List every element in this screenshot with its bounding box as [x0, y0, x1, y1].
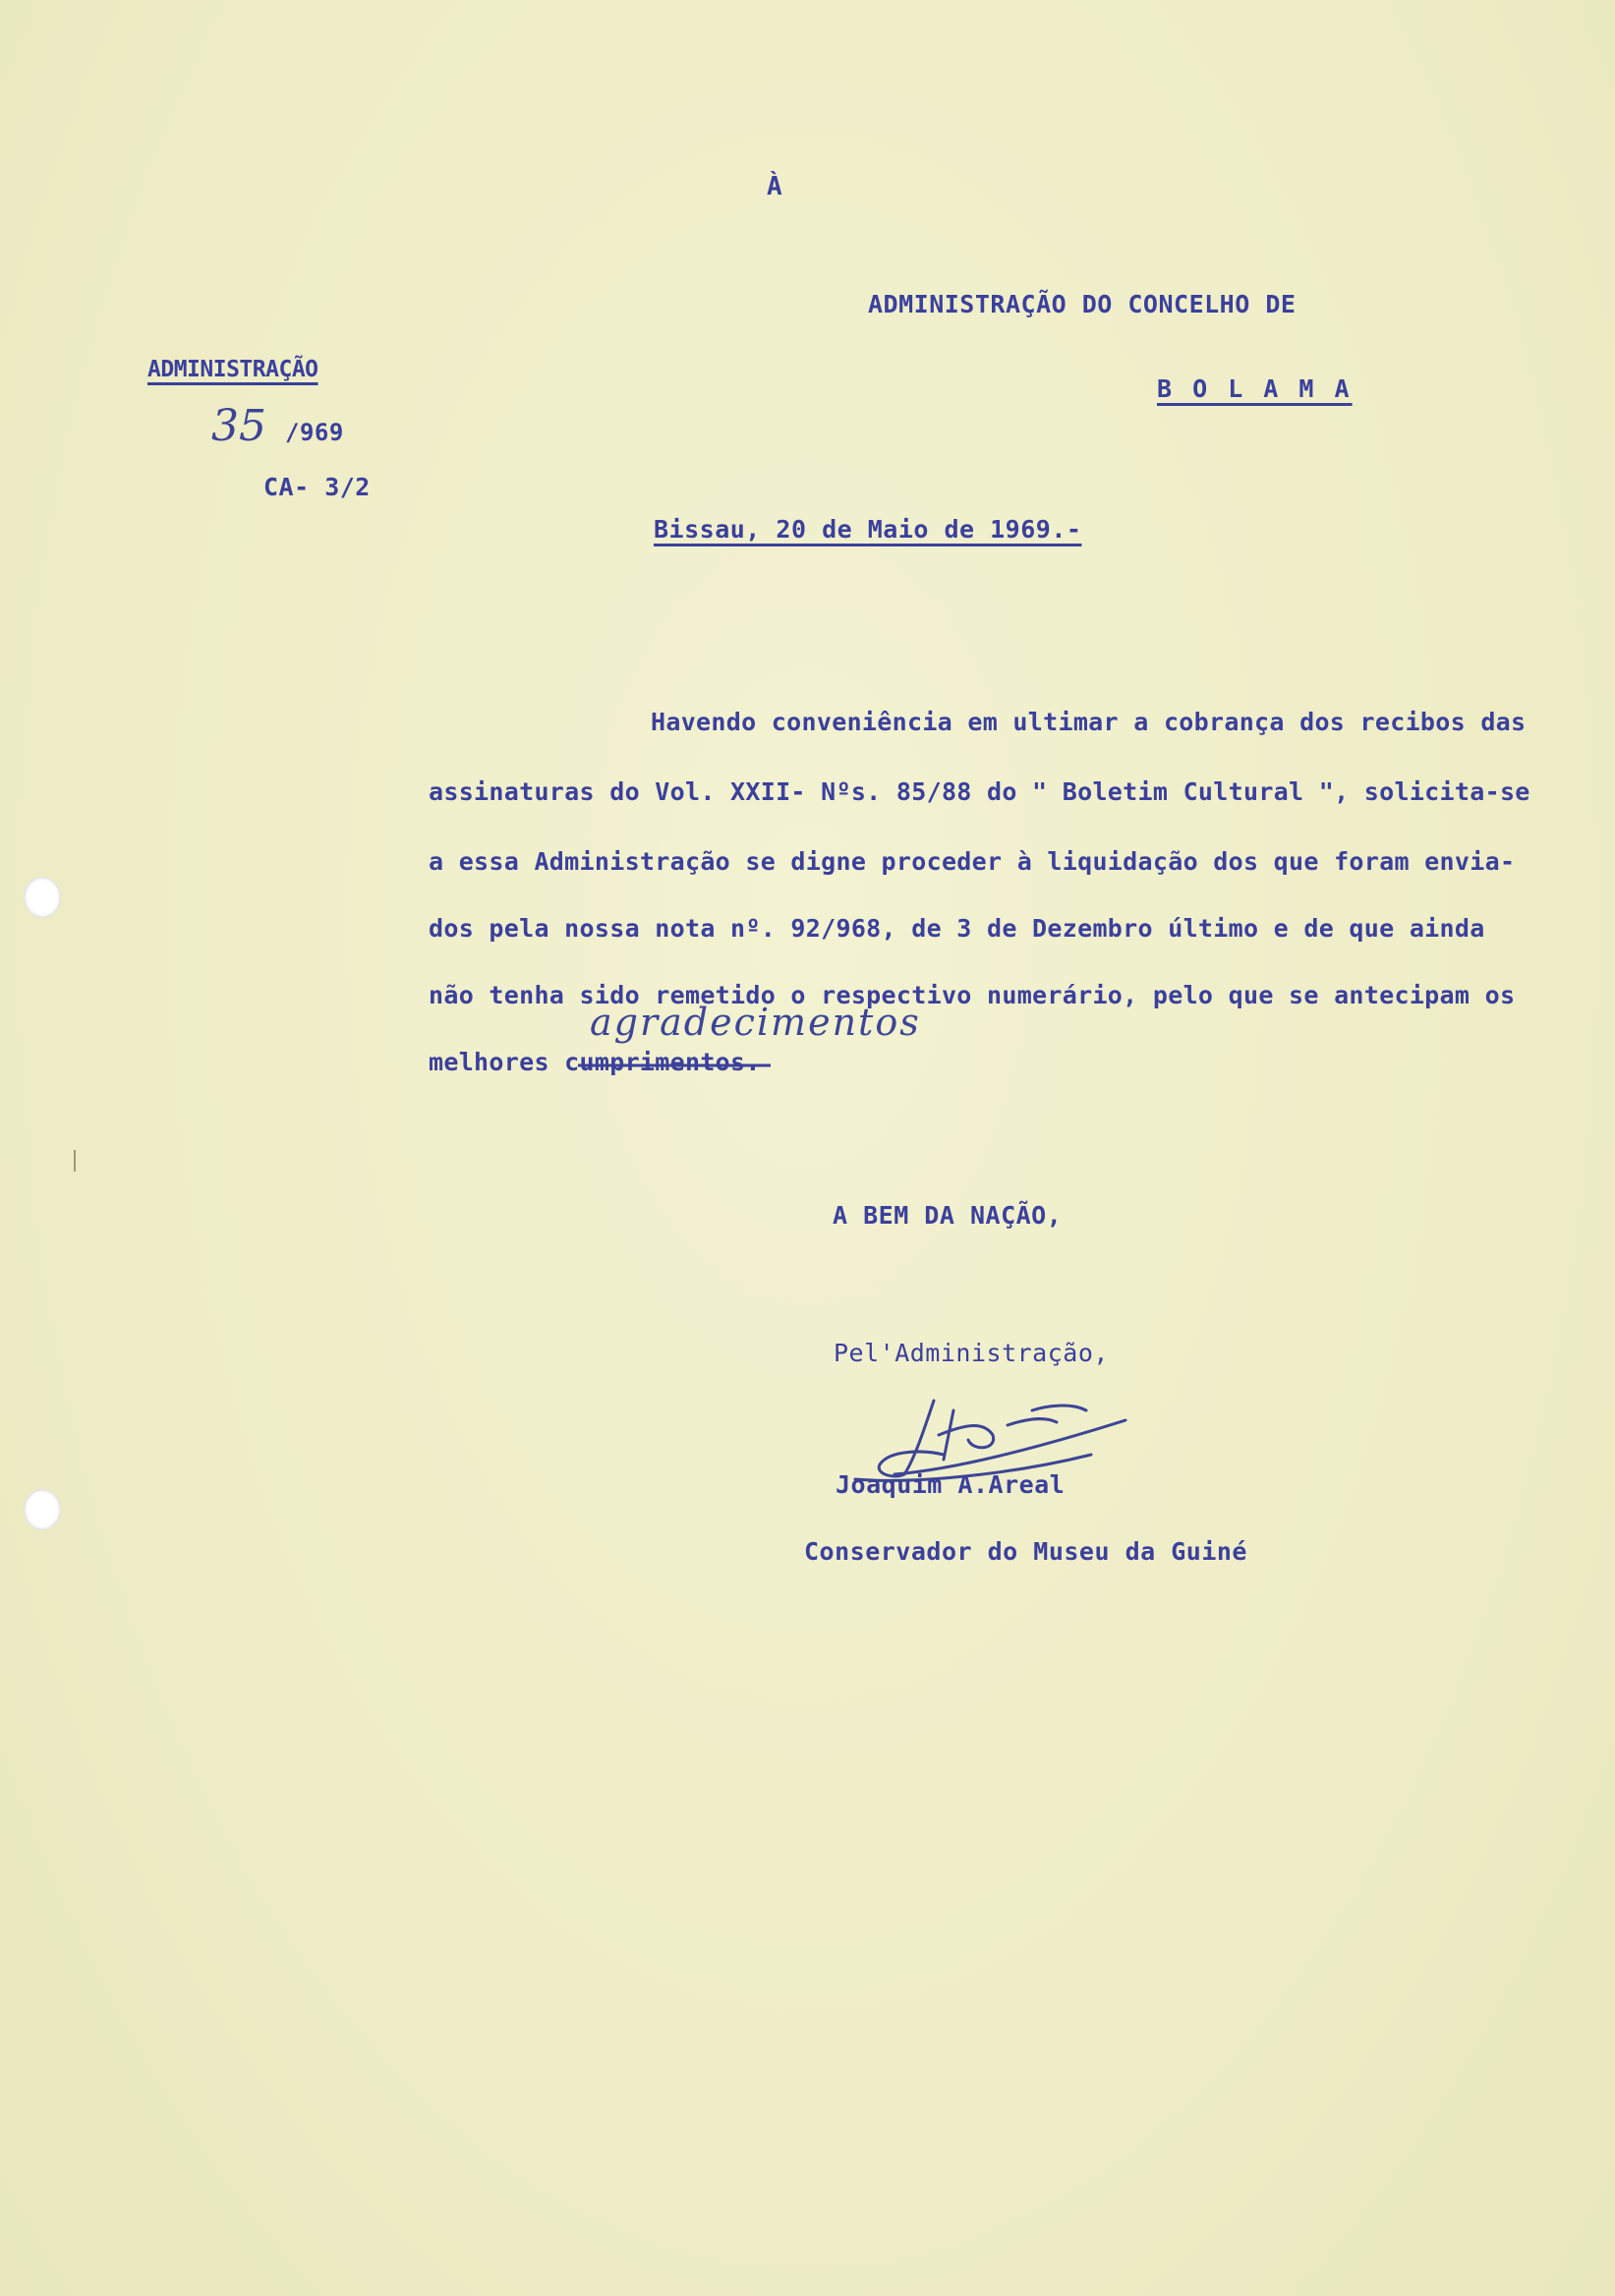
punch-hole-top — [24, 877, 61, 918]
recipient-line-2: B O L A M A — [1157, 374, 1353, 403]
closing-line: A BEM DA NAÇÃO, — [833, 1201, 1063, 1230]
body-line-3: a essa Administração se digne proceder à liquidação dos que foram envia- — [429, 847, 1516, 876]
date-line: Bissau, 20 de Maio de 1969.- — [654, 515, 1082, 544]
margin-mark — [74, 1150, 76, 1172]
body-line-4: dos pela nossa nota nº. 92/968, de 3 de Dezembro último e de que ainda — [429, 914, 1485, 943]
reference-number-handwritten: 35 — [211, 401, 266, 451]
to-marker: À — [767, 172, 783, 201]
reference-header: ADMINISTRAÇÃO — [147, 357, 318, 382]
signer-title: Conservador do Museu da Guiné — [804, 1537, 1247, 1566]
signer-name: Joaquim A.Areal — [836, 1470, 1066, 1499]
body-line-2: assinaturas do Vol. XXII- Nºs. 85/88 do " Boletim Cultural ", solicita-se — [429, 777, 1530, 806]
handwritten-correction: agradecimentos — [590, 1001, 921, 1044]
body-line-5: não tenha sido remetido o respectivo numerário, pelo que se antecipam os — [429, 981, 1516, 1009]
reference-code: CA- 3/2 — [263, 473, 371, 501]
body-line-1: Havendo conveniência em ultimar a cobrança dos recibos das — [651, 708, 1527, 736]
punch-hole-bottom — [24, 1489, 61, 1530]
recipient-line-1: ADMINISTRAÇÃO DO CONCELHO DE — [868, 290, 1297, 318]
reference-year: /969 — [285, 419, 344, 446]
pel-line: Pel'Administração, — [834, 1339, 1109, 1367]
strikethrough-mark — [578, 1060, 775, 1071]
body-line-6: melhores cumprimentos. — [429, 1048, 761, 1076]
